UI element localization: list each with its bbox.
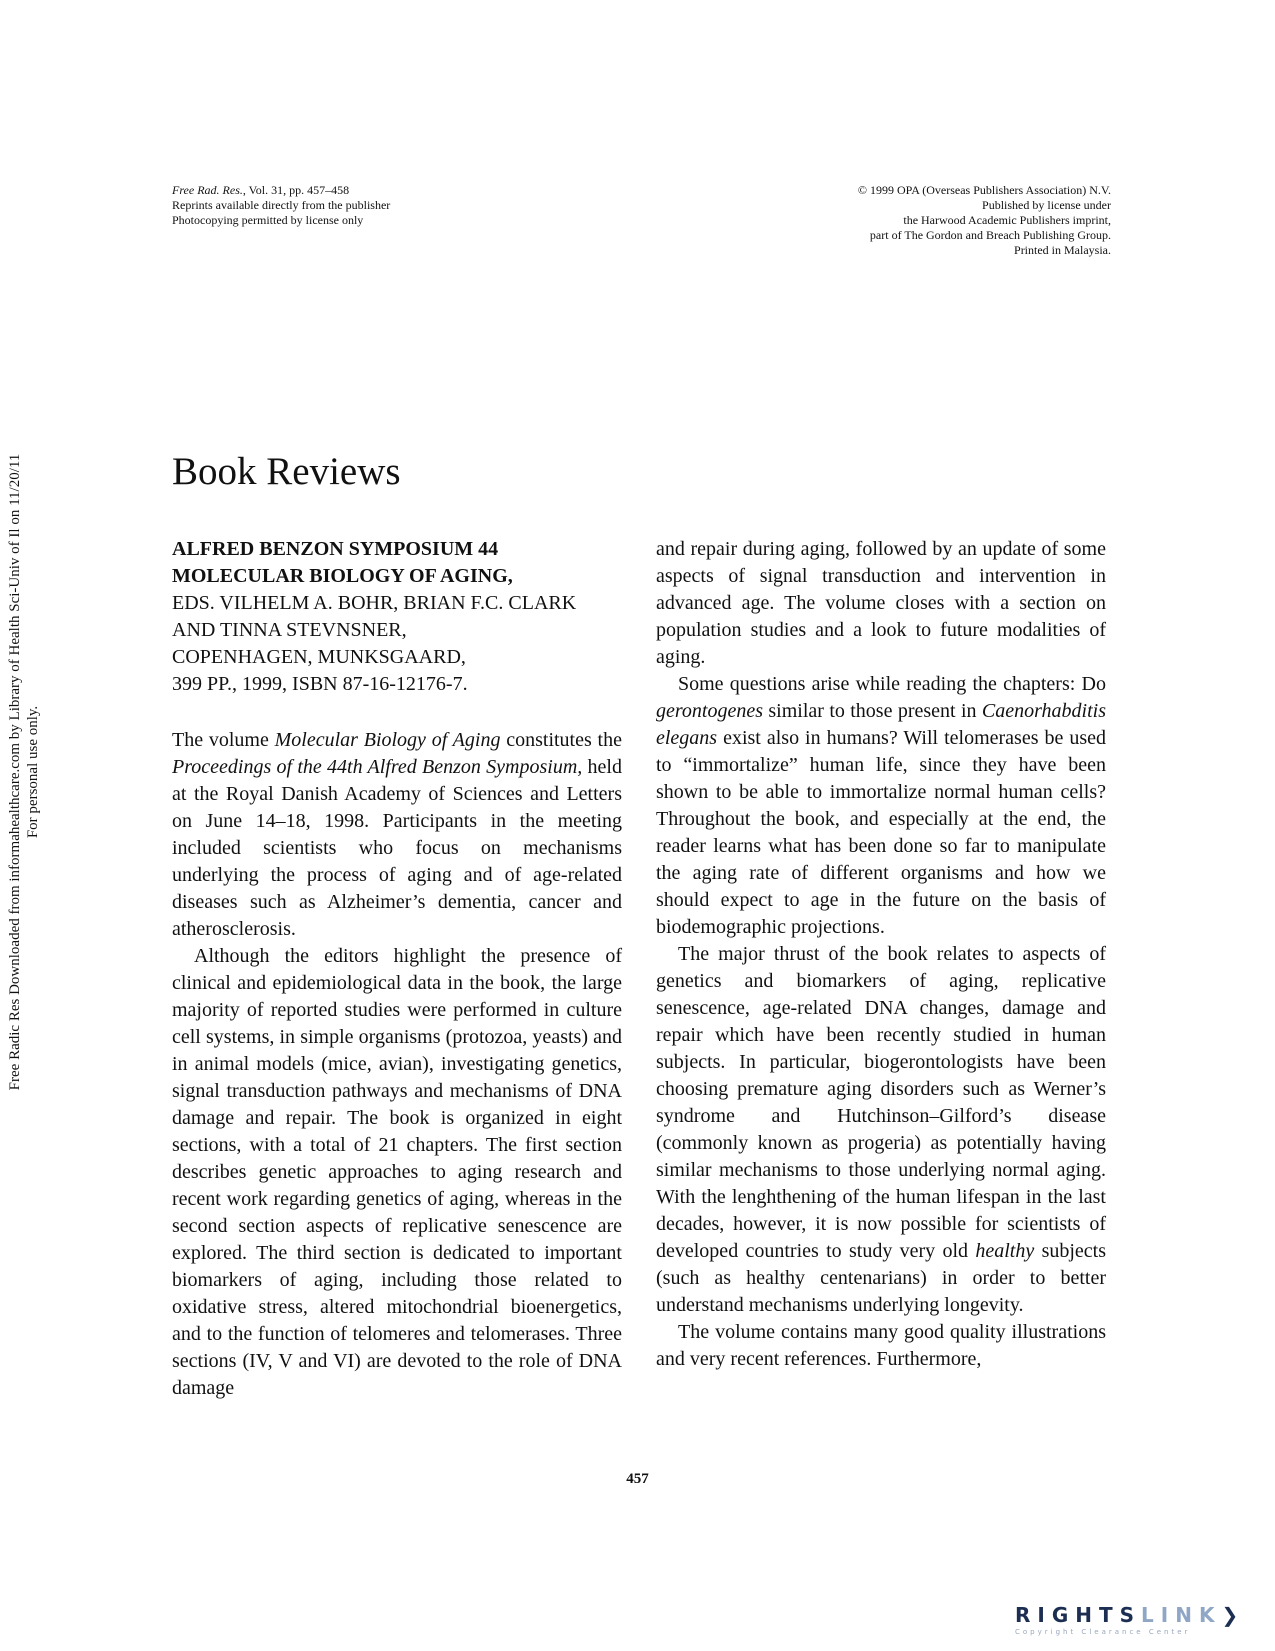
paragraph: Some questions arise while reading the chapters: Do gerontogenes similar to those present in Caenorhabditis elegans exist also in humans? Will telomerases be used to “immortalize” human life, since they have been shown to be able to immortalize normal human cells? Throughout the book, and especially at the end, the reader learns what has been done so far to manipulate the aging rate of different organisms and how we should expect to age in the future on the basis of biodemographic projections. xyxy=(656,673,1106,938)
photocopy-note: Photocopying permitted by license only xyxy=(172,213,364,227)
reference-details: 399 PP., 1999, ISBN 87-16-12176-7. xyxy=(172,673,468,695)
publisher-header xyxy=(858,183,1111,258)
right-column xyxy=(656,536,1106,1373)
journal-volume: , Vol. 31, pp. 457–458 xyxy=(242,183,350,197)
journal-citation xyxy=(172,183,390,198)
reference-editors-cont: AND TINNA STEVNSNER, xyxy=(172,619,407,641)
paragraph: Although the editors highlight the presence of clinical and epidemiological data in the book, the large majority of reported studies were performed in culture cell systems, in simple organisms (protozoa, yeasts) and in animal models (mice, avian), investigating genetics, signal transduction pathways and mechanisms of DNA damage and repair. The book is organized in eight sections, with a total of 21 chapters. The first section describes genetic approaches to aging research and recent work regarding genetics of aging, whereas in the second section aspects of replicative senescence are explored. The third section is dedicated to important biomarkers of aging, including those related to oxidative stress, altered mitochondrial bioenergetics, and to the function of telomeres and telomerases. Three sections (IV, V and VI) are devoted to the role of DNA damage xyxy=(172,945,622,1399)
download-watermark xyxy=(2,0,62,1182)
copyright-line: © 1999 OPA (Overseas Publishers Association) N.V. xyxy=(857,183,1111,197)
rightslink-logo[interactable] xyxy=(1015,1603,1245,1643)
license-line: Published by license under xyxy=(982,198,1111,212)
imprint-line: the Harwood Academic Publishers imprint, xyxy=(903,213,1111,227)
journal-header xyxy=(172,183,390,228)
download-watermark-line2: For personal use only. xyxy=(25,705,41,839)
page-number: 457 xyxy=(626,1471,649,1487)
journal-abbrev: Free Rad. Res. xyxy=(172,183,243,197)
download-watermark-line1: Free Radic Res Downloaded from informahealthcare.com by Library of Health Sci-Univ of Il on 11/20/11 xyxy=(7,453,23,1091)
reference-publisher: COPENHAGEN, MUNKSGAARD, xyxy=(172,646,466,668)
left-column xyxy=(172,536,622,1402)
chevron-arrow-icon: ❯ xyxy=(1221,1603,1246,1627)
group-line: part of The Gordon and Breach Publishing Group. xyxy=(869,228,1111,242)
reference-editors: EDS. VILHELM A. BOHR, BRIAN F.C. CLARK xyxy=(172,592,577,614)
section-title: Book Reviews xyxy=(172,450,401,493)
reprints-note: Reprints available directly from the publisher xyxy=(172,198,391,212)
paragraph: The volume Molecular Biology of Aging constitutes the Proceedings of the 44th Alfred Benzon Symposium, held at the Royal Danish Academy of Sciences and Letters on June 14–18, 1998. Participants in the meeting included scientists who focus on mechanisms underlying the process of aging and of age-related diseases such as Alzheimer’s dementia, cancer and atherosclerosis. xyxy=(172,729,622,940)
rightslink-subtitle: Copyright Clearance Center xyxy=(1015,1628,1191,1636)
reference-symposium: ALFRED BENZON SYMPOSIUM 44 xyxy=(172,538,499,560)
paragraph: The major thrust of the book relates to aspects of genetics and biomarkers of aging, replicative senescence, age-related DNA changes, damage and repair which have been recently studied in human subjects. In particular, biogerontologists have been choosing premature aging disorders such as Werner’s syndrome and Hutchinson–Gilford’s disease (commonly known as progeria) as potentially having similar mechanisms to those underlying normal aging. With the lenghthening of the human lifespan in the last decades, however, it is now possible for scientists of developed countries to study very old healthy subjects (such as healthy centenarians) in order to better understand mechanisms underlying longevity. xyxy=(656,943,1106,1316)
paragraph: and repair during aging, followed by an update of some aspects of signal transduction and intervention in advanced age. The volume closes with a section on population studies and a look to future modalities of aging. xyxy=(656,538,1106,668)
rightslink-wordmark: RIGHTSLINK❯ xyxy=(1015,1603,1246,1627)
printed-line: Printed in Malaysia. xyxy=(1014,243,1111,257)
book-reference xyxy=(172,536,622,698)
paragraph: The volume contains many good quality illustrations and very recent references. Furthermore, xyxy=(656,1321,1106,1370)
reference-title: MOLECULAR BIOLOGY OF AGING, xyxy=(172,565,513,587)
